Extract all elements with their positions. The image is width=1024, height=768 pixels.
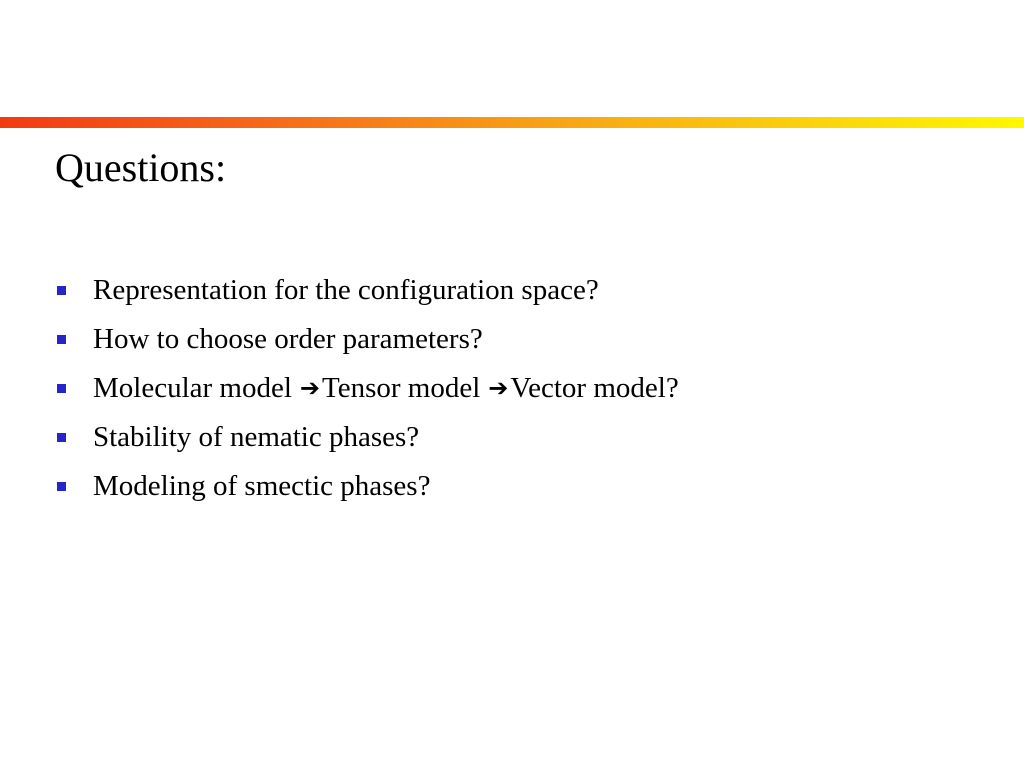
model-vector: Vector model? <box>510 372 679 404</box>
square-bullet-icon <box>57 335 66 344</box>
model-tensor: Tensor model <box>322 372 481 404</box>
square-bullet-icon <box>57 482 66 491</box>
bullet-text: Representation for the configuration space? <box>93 274 599 306</box>
bullet-text: How to choose order parameters? <box>93 323 483 355</box>
square-bullet-icon <box>57 384 66 393</box>
right-arrow-icon: ➔ <box>488 374 509 402</box>
bullet-text: Stability of nematic phases? <box>93 421 420 453</box>
bullet-text <box>93 364 679 413</box>
square-bullet-icon <box>57 433 66 442</box>
model-molecular: Molecular model <box>93 372 292 404</box>
right-arrow-icon: ➔ <box>299 374 321 402</box>
slide-title: Questions: <box>55 145 227 190</box>
header-gradient-bar <box>0 117 1024 128</box>
bullet-text: Modeling of smectic phases? <box>93 470 431 502</box>
square-bullet-icon <box>57 286 66 295</box>
